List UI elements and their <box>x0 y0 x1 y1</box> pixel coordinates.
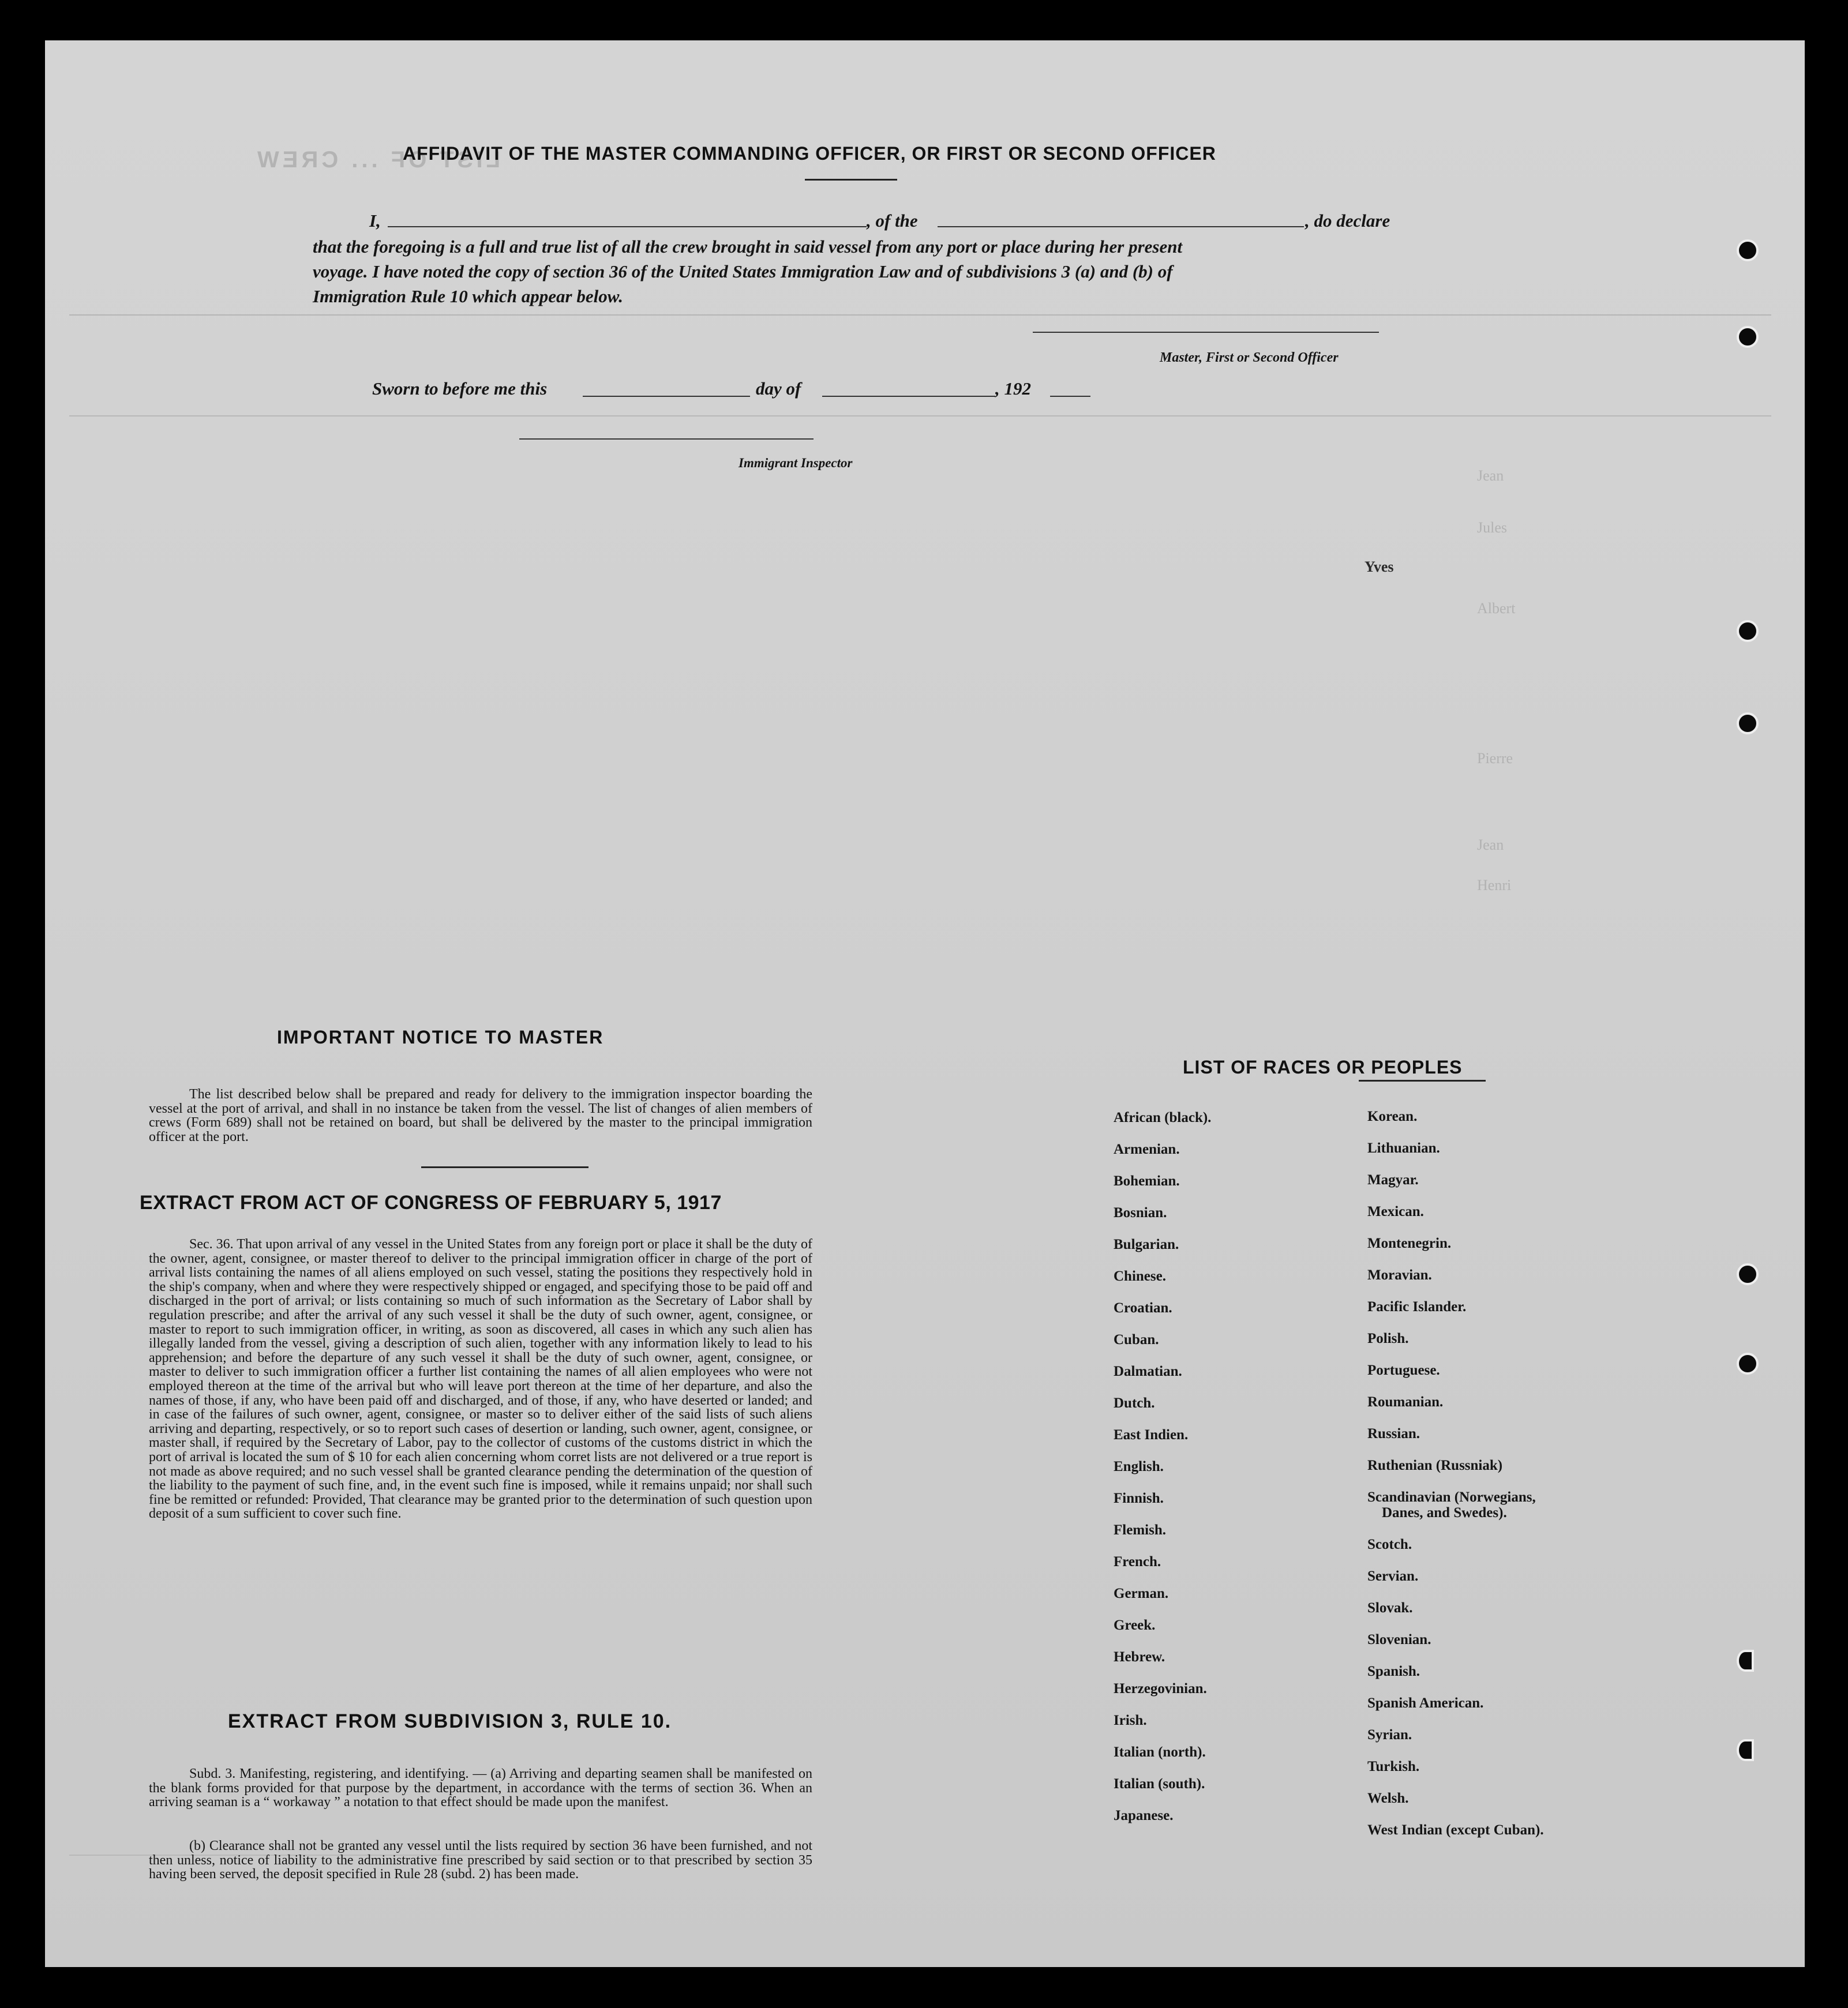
race-item: Japanese. <box>1114 1808 1174 1823</box>
punch-hole-icon <box>1737 239 1759 261</box>
inspector-label: Immigrant Inspector <box>739 456 853 470</box>
sworn-day-line[interactable] <box>583 396 750 397</box>
race-item: Scandinavian (Norwegians, <box>1367 1489 1536 1505</box>
race-item: Spanish American. <box>1367 1695 1484 1711</box>
name-blank-line[interactable] <box>388 226 867 227</box>
race-item: Greek. <box>1114 1617 1156 1633</box>
race-item: Italian (north). <box>1114 1744 1206 1760</box>
punch-hole-icon <box>1737 1650 1754 1672</box>
race-item: Danes, and Swedes). <box>1382 1505 1507 1521</box>
act-title: EXTRACT FROM ACT OF CONGRESS OF FEBRUARY 5, 1917 <box>140 1192 722 1214</box>
race-item: Finnish. <box>1114 1491 1164 1506</box>
race-item: West Indian (except Cuban). <box>1367 1822 1544 1838</box>
bleed-through-name: Yves <box>1365 558 1394 575</box>
race-item: Slovenian. <box>1367 1632 1431 1647</box>
notice-title: IMPORTANT NOTICE TO MASTER <box>277 1027 604 1048</box>
race-item: Montenegrin. <box>1367 1236 1452 1251</box>
race-item: Croatian. <box>1114 1300 1172 1316</box>
bleed-through-name: Henri <box>1477 877 1512 894</box>
master-signature-line[interactable] <box>1033 332 1379 333</box>
race-item: Pacific Islander. <box>1367 1299 1467 1315</box>
act-text: Sec. 36. That upon arrival of any vessel in the United States from any foreign port or place it shall be the duty of the owner, agent, consignee, or master thereof to deliver to the principal immigration officer in charge of the port of arrival lists containing the names of all aliens employed on such vessel, stating the positions they respectively hold in the ship's company, when and where they were respectively shipped or engaged, and specifying those to be paid off and discharged in the port of arrival; or lists containing so much of such information as the Secretary of Labor shall by regulation prescribe; and after the arrival of any such vessel it shall be the duty of such owner, agent, consignee, or master to report to such immigration officer, in writing, as soon as discovered, all cases in which any such alien has illegally landed from the vessel, giving a description of such alien, together with any information likely to lead to his apprehension; and before the departure of any such vessel it shall be the duty of such owner, agent, consignee, or master to deliver to such immigration officer a further list containing the names of all alien employees who were not employed thereon at the time of the arrival but who will leave port thereon at the time of her departure, and also the names of those, if any, who have been paid off and discharged, and of those, if any, who have deserted or landed; and in case of the failures of such owner, agent, consignee, or master so to deliver either of the said lists of such aliens arriving and departing, respectively, or so to report such cases of desertion or landing, such owner, agent, consignee, or master shall, if required by the Secretary of Labor, pay to the collector of customs of the customs district in which the port of arrival is located the sum of $ 10 for each alien concerning whom corret lists are not delivered or a true report is not made as above required; and no such vessel shall be granted clearance pending the determination of the question of the liability to the payment of such fine, and, in the event such fine is imposed, while it remains unpaid; nor shall such fine be remitted or refunded: Provided, That clearance may be granted prior to the determination of such question upon deposit of a sum sufficient to cover such fine. <box>149 1237 812 1522</box>
year-prefix: , 192 <box>995 378 1031 399</box>
race-item: Hebrew. <box>1114 1649 1165 1665</box>
race-item: Cuban. <box>1114 1332 1159 1348</box>
affidavit-of-the: , of the <box>867 211 918 231</box>
race-item: Lithuanian. <box>1367 1140 1440 1156</box>
race-item: Bulgarian. <box>1114 1237 1179 1252</box>
affidavit-do-declare: , do declare <box>1305 211 1390 231</box>
rule-text-b: (b) Clearance shall not be granted any vessel until the lists required by section 36 have been furnished, and not then unless, notice of liability to the administrative fine prescribed by said section or to that prescribed by section 35 having been served, the deposit specified in Rule 28 (subd. 2) has been made. <box>149 1838 812 1882</box>
punch-hole-icon <box>1737 1263 1759 1285</box>
master-signature-label: Master, First or Second Officer <box>1160 350 1339 365</box>
race-item: Syrian. <box>1367 1727 1412 1743</box>
bleed-through-name: Pierre <box>1477 750 1513 767</box>
race-item: Bosnian. <box>1114 1205 1167 1221</box>
race-item: Slovak. <box>1367 1600 1413 1616</box>
affidavit-line-1: that the foregoing is a full and true list of all the crew brought in said vessel from any port or place during her present <box>313 237 1183 257</box>
race-item: Russian. <box>1367 1426 1420 1442</box>
vessel-blank-line[interactable] <box>938 226 1304 227</box>
race-item: Flemish. <box>1114 1522 1166 1538</box>
race-item: Chinese. <box>1114 1268 1166 1284</box>
race-item: Italian (south). <box>1114 1776 1205 1792</box>
race-item: Welsh. <box>1367 1791 1409 1806</box>
rule-text-a: Subd. 3. Manifesting, registering, and identifying. — (a) Arriving and departing seamen shall be manifested on the blank forms provided for that purpose by the department, in accordance with the terms of section 36. When an arriving seaman is a “ workaway ” a notation to that effect should be made upon the manifest. <box>149 1766 812 1810</box>
bleed-through-heading: LIST OF ... CREW <box>254 147 501 172</box>
race-item: Turkish. <box>1367 1759 1420 1774</box>
bleed-through-name: Jean <box>1477 836 1504 853</box>
bleed-through-name: Albert <box>1477 600 1516 617</box>
race-item: Ruthenian (Russniak) <box>1367 1458 1503 1473</box>
rule-title: EXTRACT FROM SUBDIVISION 3, RULE 10. <box>228 1710 672 1732</box>
race-item: Servian. <box>1367 1568 1419 1584</box>
race-item: Irish. <box>1114 1713 1147 1728</box>
inspector-signature-line[interactable] <box>519 438 814 440</box>
document-page <box>45 40 1805 1967</box>
race-item: Mexican. <box>1367 1204 1424 1219</box>
race-item: Scotch. <box>1367 1537 1412 1552</box>
notice-rule <box>421 1166 588 1168</box>
bleed-through-rule <box>69 314 1771 316</box>
race-item: Korean. <box>1367 1109 1418 1124</box>
sworn-label: Sworn to before me this <box>372 378 548 399</box>
race-item: Magyar. <box>1367 1172 1419 1188</box>
bleed-through-name: Jules <box>1477 519 1507 536</box>
affidavit-line-2: voyage. I have noted the copy of section 36 of the United States Immigration Law and of subdivisions 3 (a) and (b) of <box>313 261 1173 282</box>
punch-hole-icon <box>1737 1353 1759 1375</box>
race-item: Roumanian. <box>1367 1394 1444 1410</box>
race-item: Polish. <box>1367 1331 1409 1346</box>
race-item: Bohemian. <box>1114 1173 1180 1189</box>
punch-hole-icon <box>1737 712 1759 734</box>
races-title: LIST OF RACES OR PEOPLES <box>1183 1057 1463 1078</box>
punch-hole-icon <box>1737 326 1759 348</box>
race-item: Dalmatian. <box>1114 1364 1182 1379</box>
race-item: French. <box>1114 1554 1161 1570</box>
affidavit-i-label: I, <box>369 211 381 231</box>
bleed-through-name: Jean <box>1477 467 1504 484</box>
sworn-month-line[interactable] <box>822 396 995 397</box>
race-item: African (black). <box>1114 1110 1212 1125</box>
race-item: Herzegovinian. <box>1114 1681 1207 1697</box>
affidavit-title: AFFIDAVIT OF THE MASTER COMMANDING OFFICER, OR FIRST OR SECOND OFFICER <box>403 143 1216 164</box>
race-item: Spanish. <box>1367 1664 1420 1679</box>
title-rule <box>805 179 897 181</box>
race-item: English. <box>1114 1459 1164 1474</box>
race-item: Moravian. <box>1367 1267 1432 1283</box>
sworn-year-line[interactable] <box>1050 396 1090 397</box>
bleed-through-rule <box>69 415 1771 416</box>
race-item: Dutch. <box>1114 1395 1155 1411</box>
day-of-label: day of <box>756 378 801 399</box>
punch-hole-icon <box>1737 1739 1754 1761</box>
races-rule <box>1359 1080 1486 1082</box>
race-item: East Indien. <box>1114 1427 1189 1443</box>
affidavit-line-3: Immigration Rule 10 which appear below. <box>313 286 623 306</box>
punch-hole-icon <box>1737 620 1759 642</box>
race-item: German. <box>1114 1586 1169 1601</box>
race-item: Portuguese. <box>1367 1363 1440 1378</box>
notice-text: The list described below shall be prepared and ready for delivery to the immigration inspector boarding the vessel at the port of arrival, and shall in no instance be taken from the vessel. The list of changes of alien members of crews (Form 689) shall not be retained on board, but shall be delivered by the master to the principal immigration officer at the port. <box>149 1087 812 1144</box>
race-item: Armenian. <box>1114 1142 1180 1157</box>
